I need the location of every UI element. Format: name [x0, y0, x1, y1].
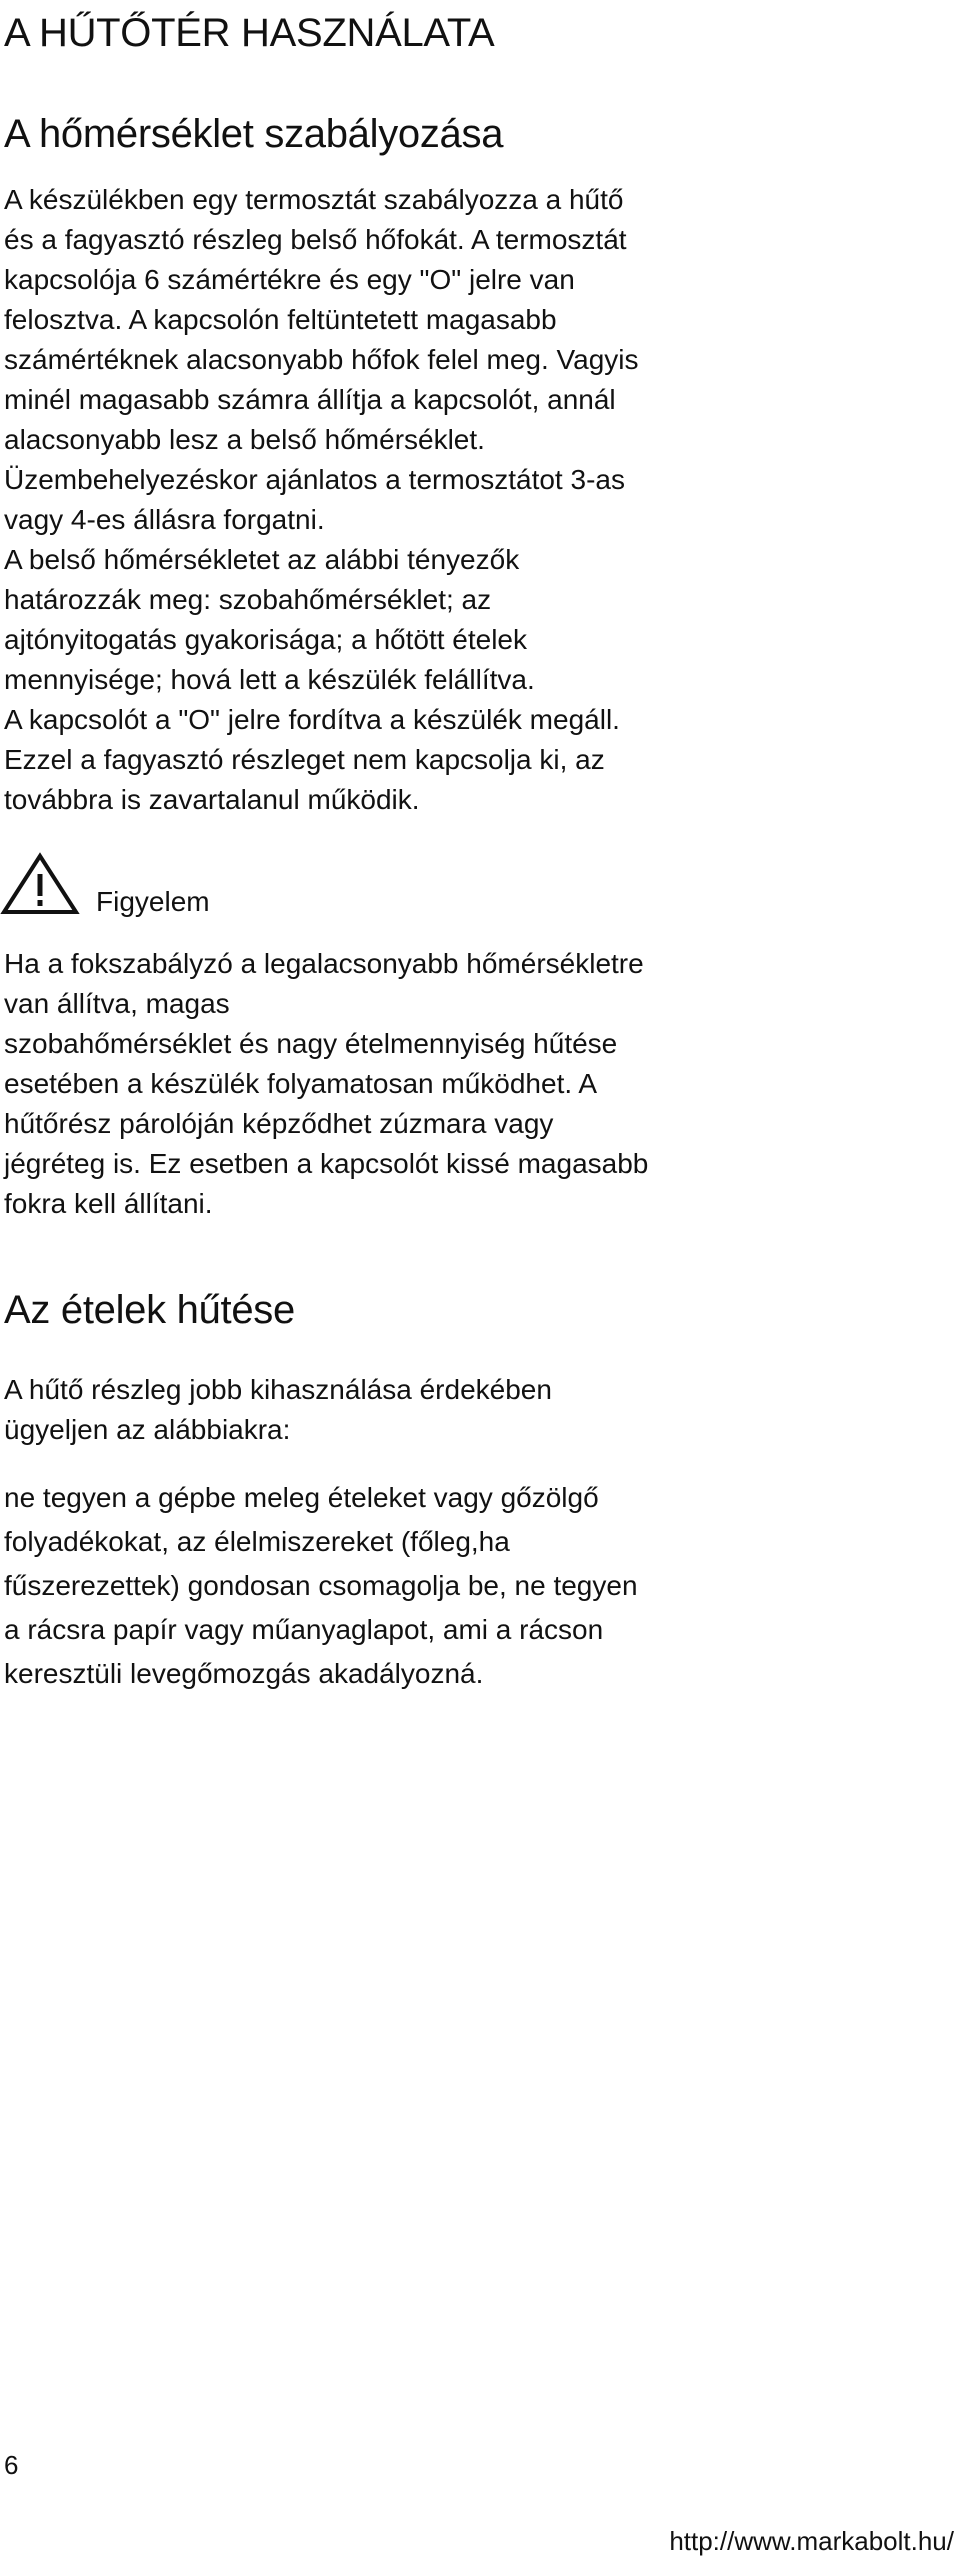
text-line: határozzák meg: szobahőmérséklet; az [4, 584, 492, 615]
text-line: Üzembehelyezéskor ajánlatos a termosztátot 3-as [4, 464, 625, 495]
warning-callout [0, 852, 400, 922]
text-line: ajtónyitogatás gyakorisága; a hőtött ételek [4, 624, 528, 655]
text-line: ne tegyen a gépbe meleg ételeket vagy gőzölgő [4, 1482, 599, 1513]
text-line: A kapcsolót a "O" jelre fordítva a készülék megáll. [4, 704, 620, 735]
text-line: hűtőrész párolóján képződhet zúzmara vagy [4, 1108, 554, 1139]
cooling-intro-paragraph [4, 1370, 764, 1450]
footer-url-link[interactable]: http://www.markabolt.hu/ [669, 2526, 954, 2556]
section-heading-cooling: Az ételek hűtése [4, 1288, 295, 1332]
text-line: a rácsra papír vagy műanyaglapot, ami a rácson [4, 1614, 604, 1645]
text-line: Ha a fokszabályzó a legalacsonyabb hőmérsékletre [4, 948, 644, 979]
warning-label: Figyelem [96, 886, 210, 917]
text-line: van állítva, magas [4, 988, 230, 1019]
text-line: számértéknek alacsonyabb hőfok felel meg. Vagyis [4, 344, 639, 375]
text-line: Ezzel a fagyasztó részleget nem kapcsolja ki, az [4, 744, 605, 775]
page-number: 6 [4, 2450, 19, 2480]
text-line: felosztva. A kapcsolón feltüntetett magasabb [4, 304, 557, 335]
text-line: jégréteg is. Ez esetben a kapcsolót kissé magasabb [4, 1148, 649, 1179]
text-line: A hűtő részleg jobb kihasználása érdekében [4, 1374, 552, 1405]
text-line: A készülékben egy termosztát szabályozza a hűtő [4, 184, 624, 215]
text-line: szobahőmérséklet és nagy ételmennyiség hűtése [4, 1028, 618, 1059]
text-line: fűszerezettek) gondosan csomagolja be, ne tegyen [4, 1570, 638, 1601]
text-line: alacsonyabb lesz a belső hőmérséklet. [4, 424, 485, 455]
text-line: esetében a készülék folyamatosan működhet. A [4, 1068, 598, 1099]
warning-triangle-icon [0, 852, 80, 916]
text-line: fokra kell állítani. [4, 1188, 213, 1219]
text-line: vagy 4-es állásra forgatni. [4, 504, 325, 535]
text-line: A belső hőmérsékletet az alábbi tényezők [4, 544, 520, 575]
cooling-body-paragraph [4, 1476, 764, 1696]
page-title: A HŰTŐTÉR HASZNÁLATA [4, 11, 495, 55]
temperature-paragraph [4, 180, 764, 820]
text-line: és a fagyasztó részleg belső hőfokát. A termosztát [4, 224, 627, 255]
text-line: keresztüli levegőmozgás akadályozná. [4, 1658, 484, 1689]
warning-paragraph [4, 944, 764, 1224]
section-heading-temperature: A hőmérséklet szabályozása [4, 112, 504, 156]
text-line: minél magasabb számra állítja a kapcsolót, annál [4, 384, 616, 415]
text-line: kapcsolója 6 számértékre és egy "O" jelre van [4, 264, 575, 295]
text-line: továbbra is zavartalanul működik. [4, 784, 420, 815]
text-line: folyadékokat, az élelmiszereket (főleg,ha [4, 1526, 510, 1557]
text-line: ügyeljen az alábbiakra: [4, 1414, 291, 1445]
text-line: mennyisége; hová lett a készülék felállítva. [4, 664, 535, 695]
